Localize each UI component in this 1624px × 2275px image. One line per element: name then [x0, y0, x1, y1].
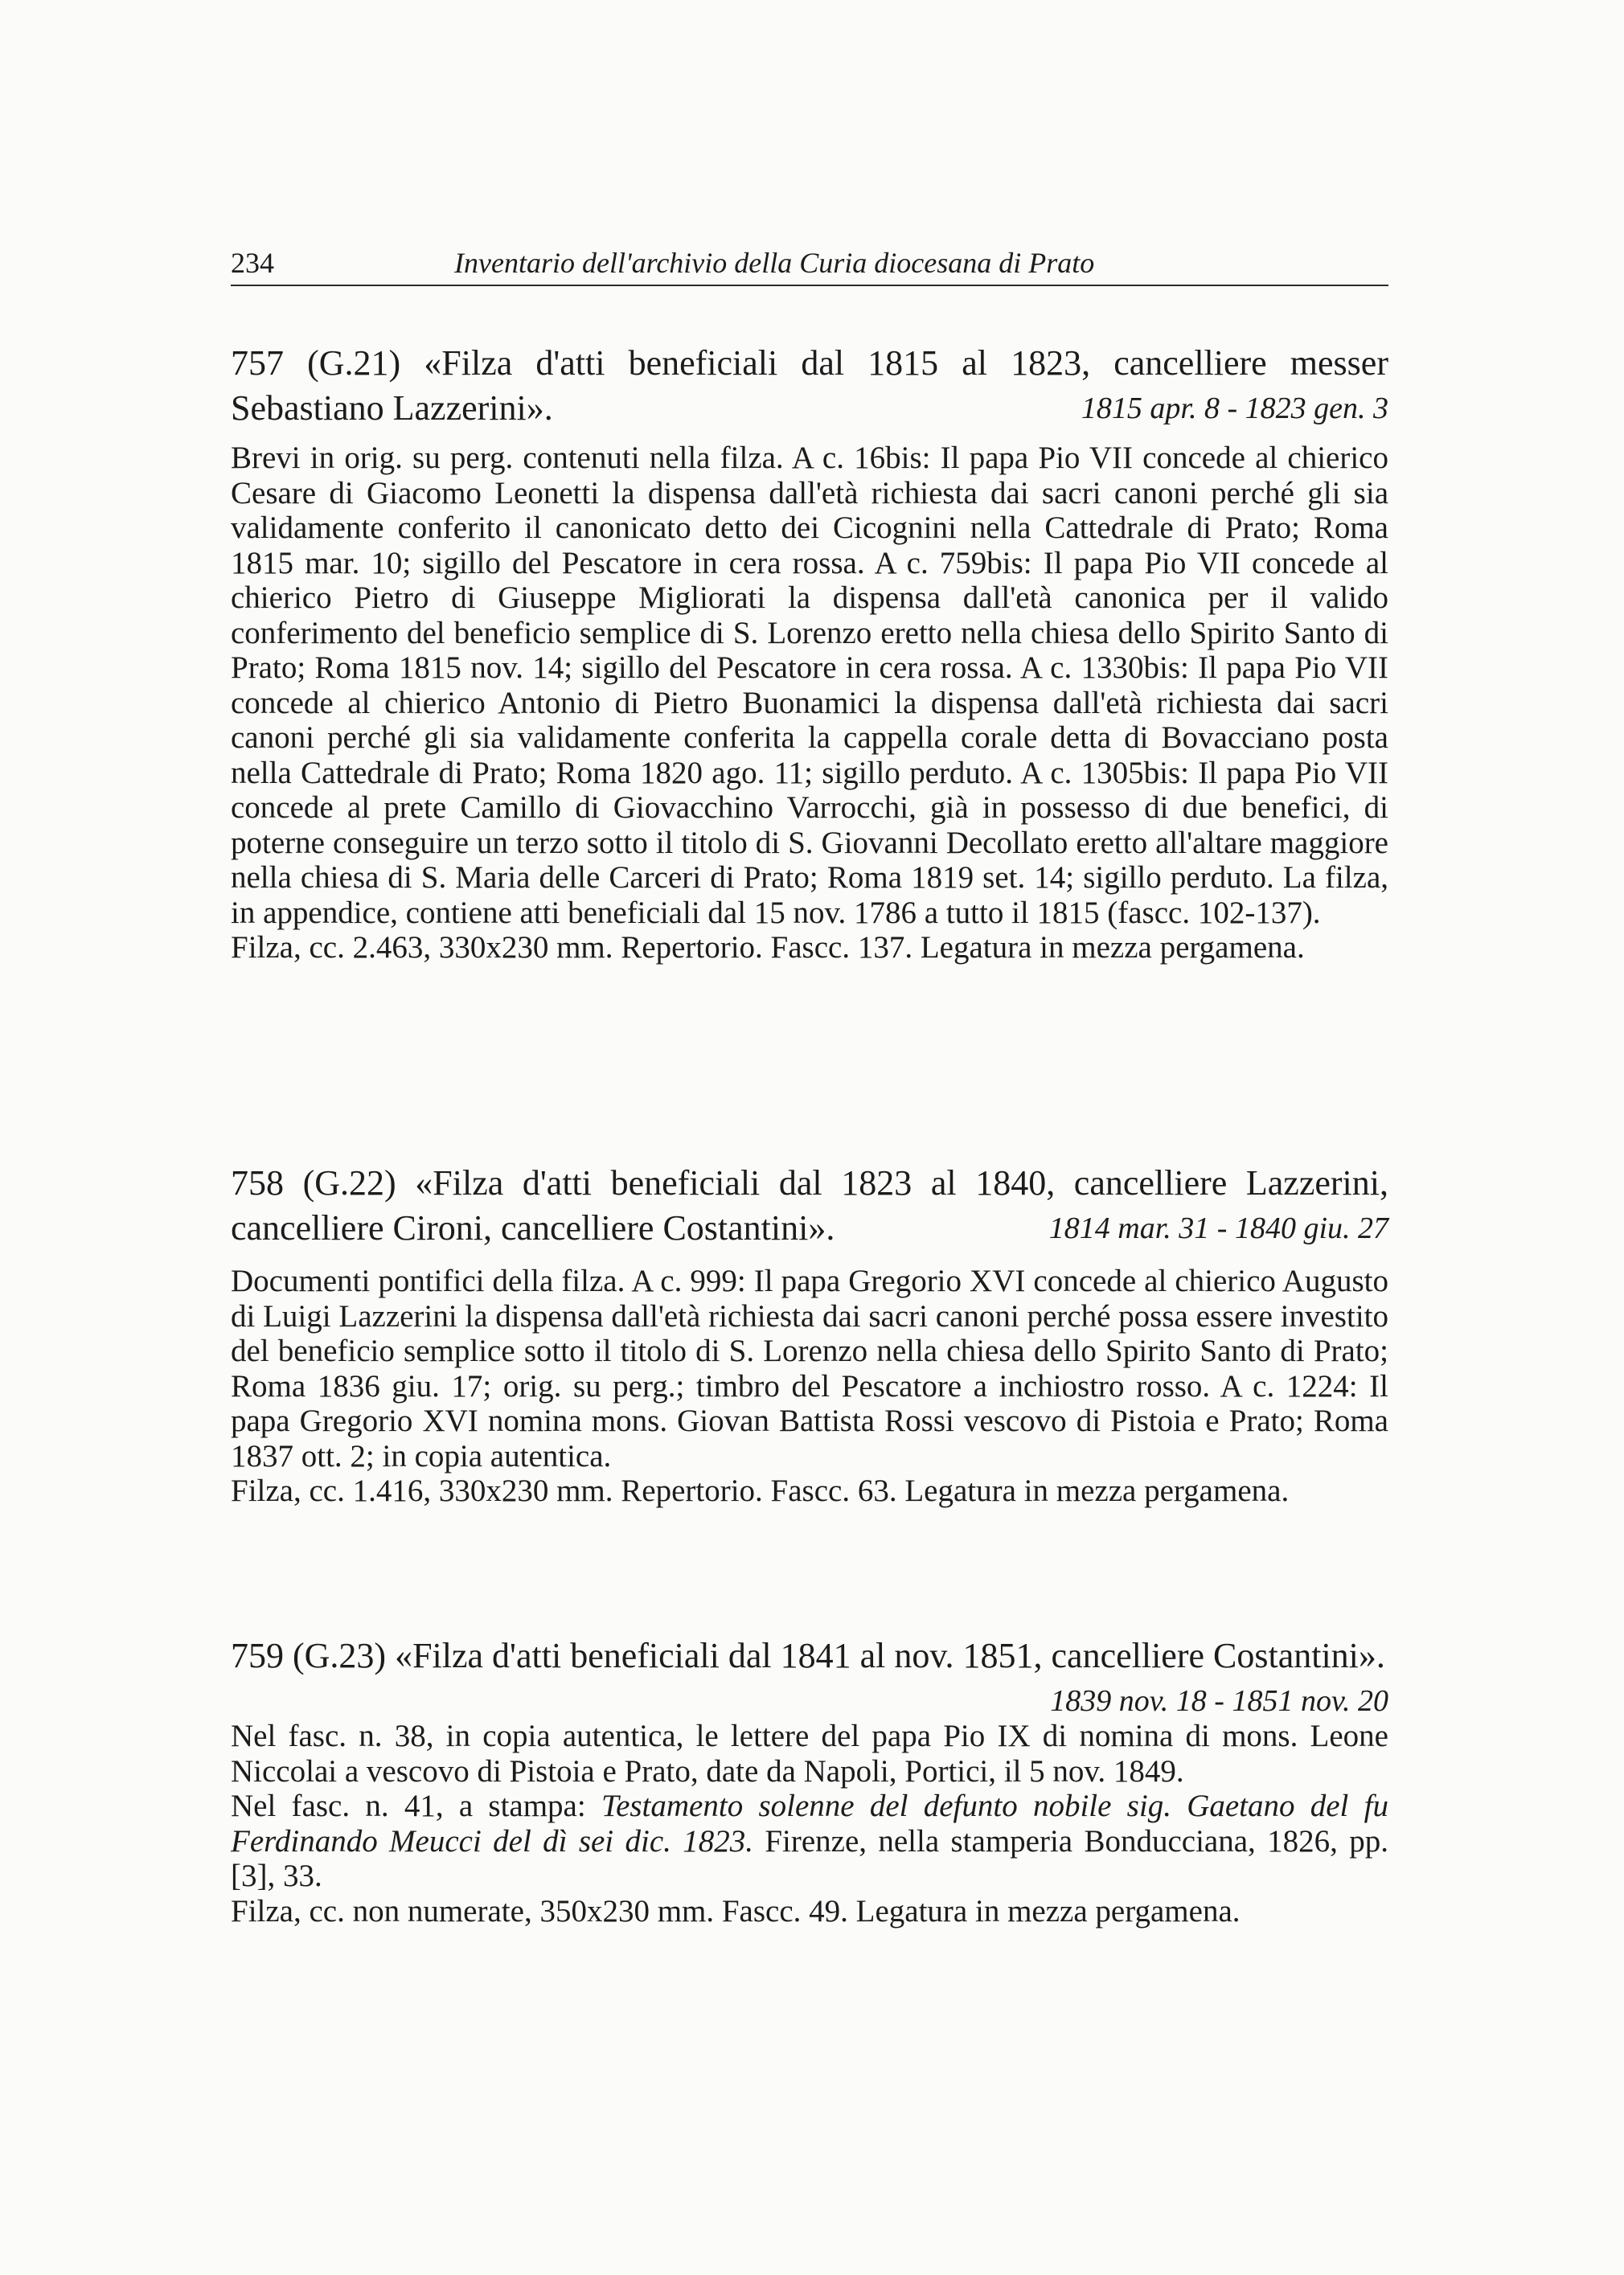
entry-title-text: 757 (G.21) «Filza d'atti beneficiali dal 1815 al 1823, cancelliere messer Sebastiano Lazzerini».: [231, 343, 1388, 428]
entry-printed-item: [231, 1789, 1388, 1894]
entry-title: [231, 1633, 1388, 1718]
entry-physical-description: Filza, cc. 2.463, 330x230 mm. Repertorio. Fascc. 137. Legatura in mezza pergamena.: [231, 930, 1305, 965]
entry-description: Documenti pontifici della filza. A c. 999: Il papa Gregorio XVI concede al chierico Augusto di Luigi Lazzerini la dispensa dall'età richiesta dai sacri canoni perché possa essere investito del beneficio semplice sotto il titolo di S. Lorenzo nella chiesa dello Spirito Santo di Prato; Roma 1836 giu. 17; orig. su perg.; timbro del Pescatore a inchiostro rosso. A c. 1224: Il papa Gregorio XVI nomina mons. Giovan Battista Rossi vescovo di Pistoia e Prato; Roma 1837 ott. 2; in copia autentica.: [231, 1264, 1388, 1474]
entry-physical-description: Filza, cc. 1.416, 330x230 mm. Repertorio. Fascc. 63. Legatura in mezza pergamena.: [231, 1474, 1290, 1508]
entry-date: 1839 nov. 18 - 1851 nov. 20: [1050, 1684, 1388, 1718]
entry-title: [231, 341, 1388, 431]
entry-date: 1815 apr. 8 - 1823 gen. 3: [1081, 391, 1388, 425]
entry-759: [231, 1633, 1388, 1724]
entry-title-text: 758 (G.22) «Filza d'atti beneficiali dal 1823 al 1840, cancelliere Lazzerini, cancelliere Cironi, cancelliere Costantini».: [231, 1163, 1388, 1248]
entry-758-body: [231, 1264, 1388, 1509]
page-header: [231, 243, 1388, 286]
entry-759-body: [231, 1719, 1388, 1929]
entry-title: [231, 1161, 1388, 1251]
entry-physical-description: Filza, cc. non numerate, 350x230 mm. Fascc. 49. Legatura in mezza pergamena.: [231, 1893, 1241, 1929]
entry-description: Nel fasc. n. 38, in copia autentica, le lettere del papa Pio IX di nomina di mons. Leone Niccolai a vescovo di Pistoia e Prato, date da Napoli, Portici, il 5 nov. 1849.: [231, 1719, 1388, 1789]
running-title: Inventario dell'archivio della Curia diocesana di Prato: [454, 247, 1095, 279]
entry-757: [231, 341, 1388, 431]
entry-description: Brevi in orig. su perg. contenuti nella filza. A c. 16bis: Il papa Pio VII concede al chierico Cesare di Giacomo Leonetti la dispensa dall'età richiesta dai sacri canoni perché gli sia validamente conferito il canonicato detto dei Cicognini nella Cattedrale di Prato; Roma 1815 mar. 10; sigillo del Pescatore in cera rossa. A c. 759bis: Il papa Pio VII concede al chierico Pietro di Giuseppe Migliorati la dispensa dall'età canonica per il valido conferimento del beneficio semplice di S. Lorenzo eretto nella chiesa dello Spirito Santo di Prato; Roma 1815 nov. 14; sigillo del Pescatore in cera rossa. A c. 1330bis: Il papa Pio VII concede al chierico Antonio di Pietro Buonamici la dispensa dall'età richiesta dai sacri canoni perché gli sia validamente conferita la cappella corale detta di Bovacciano posta nella Cattedrale di Prato; Roma 1820 ago. 11; sigillo perduto. A c. 1305bis: Il papa Pio VII concede al prete Camillo di Giovacchino Varrocchi, già in possesso di due benefici, di poterne conseguire un terzo sotto il titolo di S. Giovanni Decollato eretto all'altare maggiore nella chiesa di S. Maria delle Carceri di Prato; Roma 1819 set. 14; sigillo perduto. La filza, in appendice, contiene atti beneficiali dal 15 nov. 1786 a tutto il 1815 (fascc. 102-137).: [231, 441, 1388, 930]
printed-item-title: Testamento solenne del defunto nobile sig. Gaetano del fu Ferdinando Meucci del dì sei dic. 1823.: [231, 1789, 1388, 1859]
entry-758: [231, 1161, 1388, 1251]
page-number: 234: [231, 247, 274, 279]
printed-item-prefix: Nel fasc. n. 41, a stampa:: [231, 1789, 601, 1823]
entry-date: 1814 mar. 31 - 1840 giu. 27: [1048, 1211, 1388, 1245]
entry-title-text: 759 (G.23) «Filza d'atti beneficiali dal 1841 al nov. 1851, cancelliere Costantini».: [231, 1636, 1385, 1675]
printed-item-suffix: Firenze, nella stamperia Bonducciana, 1826, pp. [3], 33.: [231, 1823, 1388, 1893]
entry-757-body: [231, 441, 1388, 965]
